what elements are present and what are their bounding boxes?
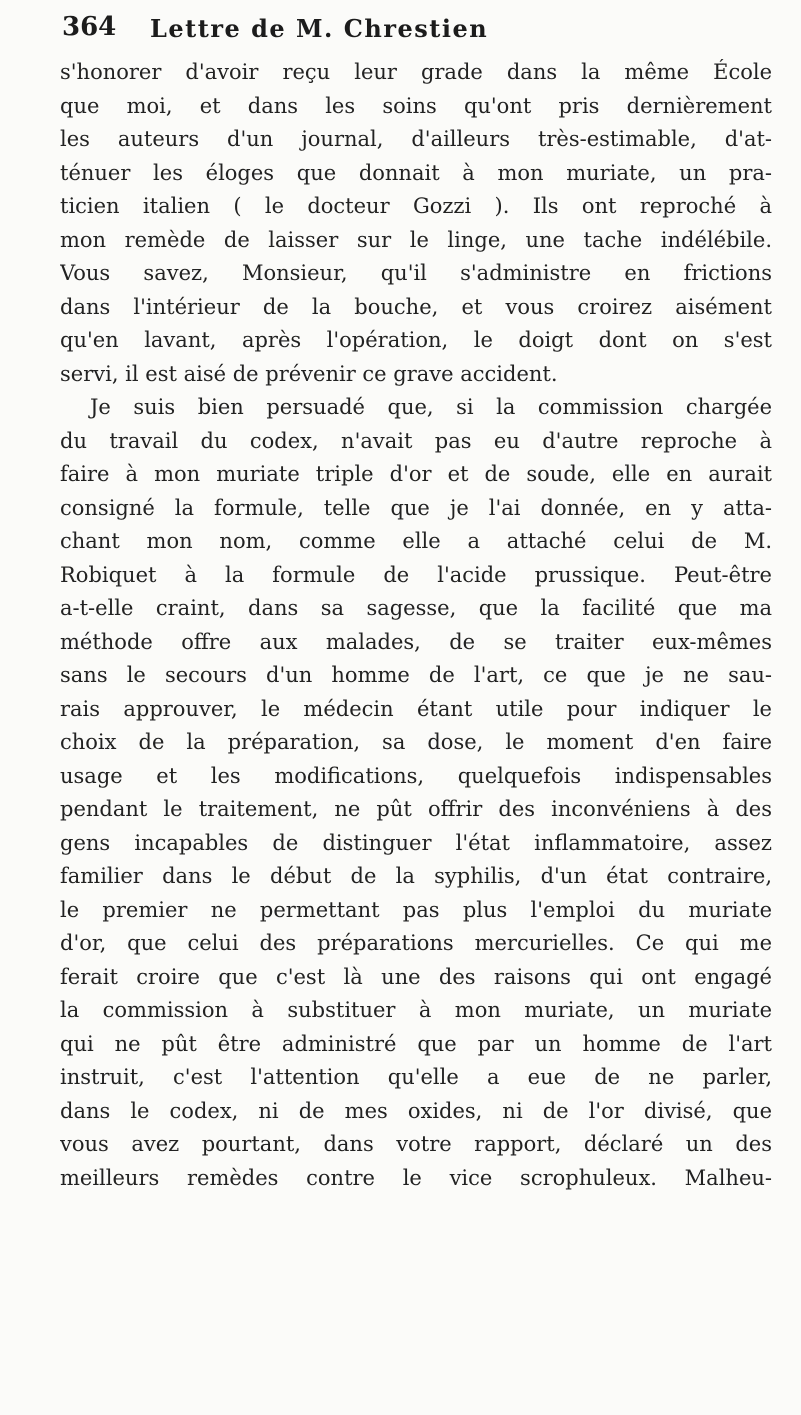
text-line: Vous savez, Monsieur, qu'il s'administre en frictions bbox=[60, 261, 772, 285]
text-line: que moi, et dans les soins qu'ont pris dernièrement bbox=[60, 93, 772, 118]
text-line: qui ne pût être administré que par un homme de l'art bbox=[60, 1031, 772, 1056]
page-number: 364 bbox=[62, 12, 117, 42]
text-line: servi, il est aisé de prévenir ce grave accident. bbox=[60, 361, 558, 386]
text-line: familier dans le début de la syphilis, d'un état contraire, bbox=[60, 864, 772, 888]
body-text bbox=[60, 56, 772, 1195]
text-line: instruit, c'est l'attention qu'elle a eue de ne parler, bbox=[60, 1065, 772, 1089]
page-header bbox=[62, 12, 762, 52]
text-line: gens incapables de distinguer l'état inflammatoire, assez bbox=[60, 830, 772, 855]
text-line: a-t-elle craint, dans sa sagesse, que la facilité que ma bbox=[60, 596, 772, 620]
text-line: rais approuver, le médecin étant utile pour indiquer le bbox=[60, 696, 772, 721]
text-line: les auteurs d'un journal, d'ailleurs très-estimable, d'at- bbox=[60, 127, 772, 151]
text-line: Je suis bien persuadé que, si la commission chargée bbox=[90, 395, 772, 419]
text-line: pendant le traitement, ne pût offrir des inconvéniens à des bbox=[60, 797, 772, 821]
text-line: le premier ne permettant pas plus l'emploi du muriate bbox=[60, 897, 772, 922]
text-line: sans le secours d'un homme de l'art, ce que je ne sau- bbox=[60, 663, 772, 687]
text-line: chant mon nom, comme elle a attaché celui de M. bbox=[60, 529, 772, 553]
text-line: ticien italien ( le docteur Gozzi ). Ils ont reproché à bbox=[60, 194, 772, 218]
text-line: choix de la préparation, sa dose, le moment d'en faire bbox=[60, 730, 772, 754]
text-line: usage et les modifications, quelquefois indispensables bbox=[60, 763, 772, 788]
text-line: qu'en lavant, après l'opération, le doigt dont on s'est bbox=[60, 328, 772, 352]
text-line: ferait croire que c'est là une des raisons qui ont engagé bbox=[60, 964, 772, 989]
text-line: du travail du codex, n'avait pas eu d'autre reproche à bbox=[60, 428, 772, 453]
text-line: consigné la formule, telle que je l'ai donnée, en y atta- bbox=[60, 495, 772, 520]
running-title: Lettre de M. Chrestien bbox=[150, 14, 489, 43]
text-line: faire à mon muriate triple d'or et de soude, elle en aurait bbox=[60, 462, 772, 486]
text-line: dans le codex, ni de mes oxides, ni de l'or divisé, que bbox=[60, 1098, 772, 1123]
text-line: dans l'intérieur de la bouche, et vous croirez aisément bbox=[60, 294, 772, 319]
text-line: s'honorer d'avoir reçu leur grade dans la même École bbox=[60, 60, 772, 84]
text-line: méthode offre aux malades, de se traiter eux-mêmes bbox=[60, 629, 772, 654]
text-line: ténuer les éloges que donnait à mon muriate, un pra- bbox=[60, 160, 772, 185]
text-line: meilleurs remèdes contre le vice scrophuleux. Malheu- bbox=[60, 1165, 772, 1190]
text-line: la commission à substituer à mon muriate, un muriate bbox=[60, 998, 772, 1022]
text-line: Robiquet à la formule de l'acide prussique. Peut-être bbox=[60, 562, 772, 587]
text-line: vous avez pourtant, dans votre rapport, déclaré un des bbox=[60, 1132, 772, 1156]
text-line: d'or, que celui des préparations mercurielles. Ce qui me bbox=[60, 931, 772, 955]
text-line: mon remède de laisser sur le linge, une tache indélébile. bbox=[60, 227, 772, 252]
